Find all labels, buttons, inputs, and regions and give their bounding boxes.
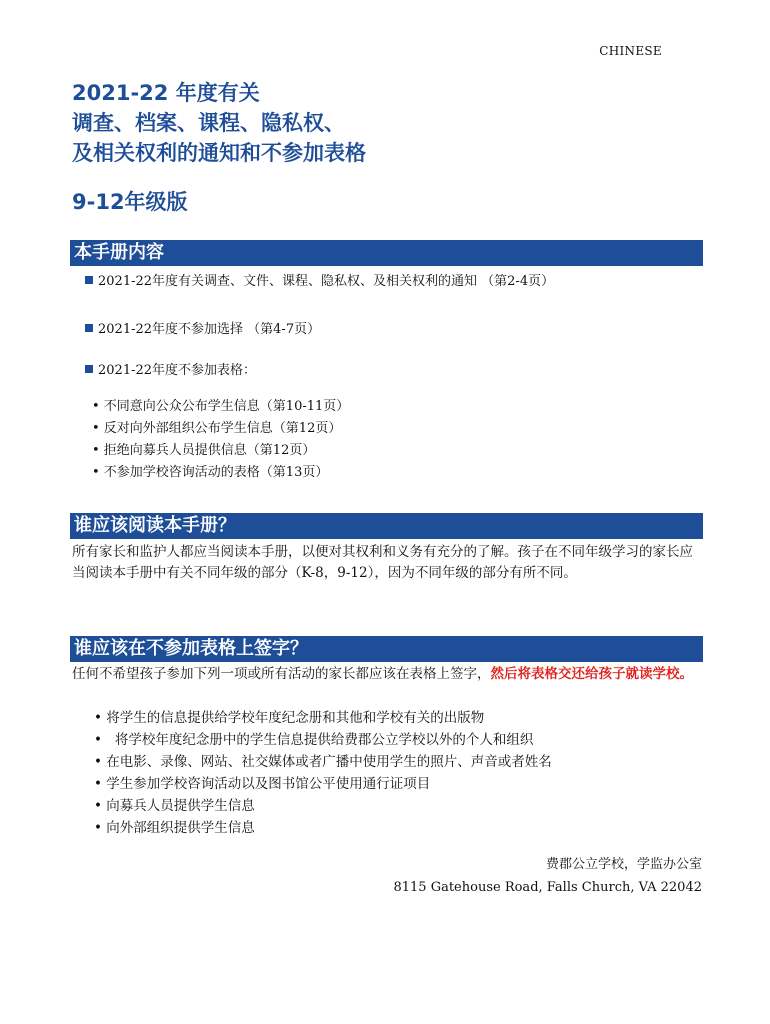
grade-edition: 9-12年级版 bbox=[72, 190, 188, 214]
contents-heading: 本手册内容 bbox=[70, 240, 703, 266]
list-item: • 反对向外部组织公布学生信息（第12页） bbox=[92, 421, 342, 436]
language-label: CHINESE bbox=[599, 44, 662, 58]
list-item: • 向外部组织提供学生信息 bbox=[94, 820, 255, 836]
activities-list bbox=[94, 707, 552, 839]
footer-org: 费郡公立学校，学监办公室 bbox=[545, 857, 702, 872]
list-item: • 不参加学校咨询活动的表格（第13页） bbox=[92, 465, 329, 480]
who-signs-text: 任何不希望孩子参加下列一项或所有活动的家长都应该在表格上签字，然后将表格交还给孩子就读学校。 bbox=[72, 666, 693, 682]
list-item: • 向募兵人员提供学生信息 bbox=[94, 798, 255, 814]
title-line-1: 2021-22 年度有关 bbox=[72, 81, 260, 105]
footer-address: 8115 Gatehouse Road, Falls Church, VA 22042 bbox=[393, 880, 702, 895]
footer bbox=[393, 853, 702, 899]
contents-item: 2021-22年度不参加表格： bbox=[85, 359, 256, 378]
list-item: • 将学生的信息提供给学校年度纪念册和其他和学校有关的出版物 bbox=[94, 710, 485, 726]
who-signs-heading: 谁应该在不参加表格上签字？ bbox=[70, 636, 703, 662]
square-bullet-icon bbox=[85, 365, 93, 373]
square-bullet-icon bbox=[85, 276, 93, 284]
title-line-3: 及相关权利的通知和不参加表格 bbox=[72, 141, 366, 165]
list-item: • 将学校年度纪念册中的学生信息提供给费郡公立学校以外的个人和组织 bbox=[94, 732, 534, 748]
who-reads-heading: 谁应该阅读本手册？ bbox=[70, 513, 703, 539]
list-item: • 不同意向公众公布学生信息（第10-11页） bbox=[92, 399, 350, 414]
contents-item: 2021-22年度有关调查、文件、课程、隐私权、及相关权利的通知 （第2-4页） bbox=[85, 270, 554, 289]
forms-list bbox=[92, 396, 349, 484]
contents-item: 2021-22年度不参加选择 （第4-7页） bbox=[85, 318, 320, 337]
list-item: • 在电影、录像、网站、社交媒体或者广播中使用学生的照片、声音或者姓名 bbox=[94, 754, 552, 770]
list-item: • 拒绝向募兵人员提供信息（第12页） bbox=[92, 443, 316, 458]
return-form-emphasis: 然后将表格交还给孩子就读学校。 bbox=[490, 666, 693, 682]
list-item: • 学生参加学校咨询活动以及图书馆公平使用通行证项目 bbox=[94, 776, 431, 792]
square-bullet-icon bbox=[85, 324, 93, 332]
title-line-2: 调查、档案、课程、隐私权、 bbox=[72, 111, 345, 135]
who-reads-text: 所有家长和监护人都应当阅读本手册，以便对其权利和义务有充分的了解。孩子在不同年级学习的家长应当阅读本手册中有关不同年级的部分（K-8，9-12），因为不同年级的部分有所不同。 bbox=[72, 544, 693, 581]
document-title bbox=[72, 78, 366, 168]
